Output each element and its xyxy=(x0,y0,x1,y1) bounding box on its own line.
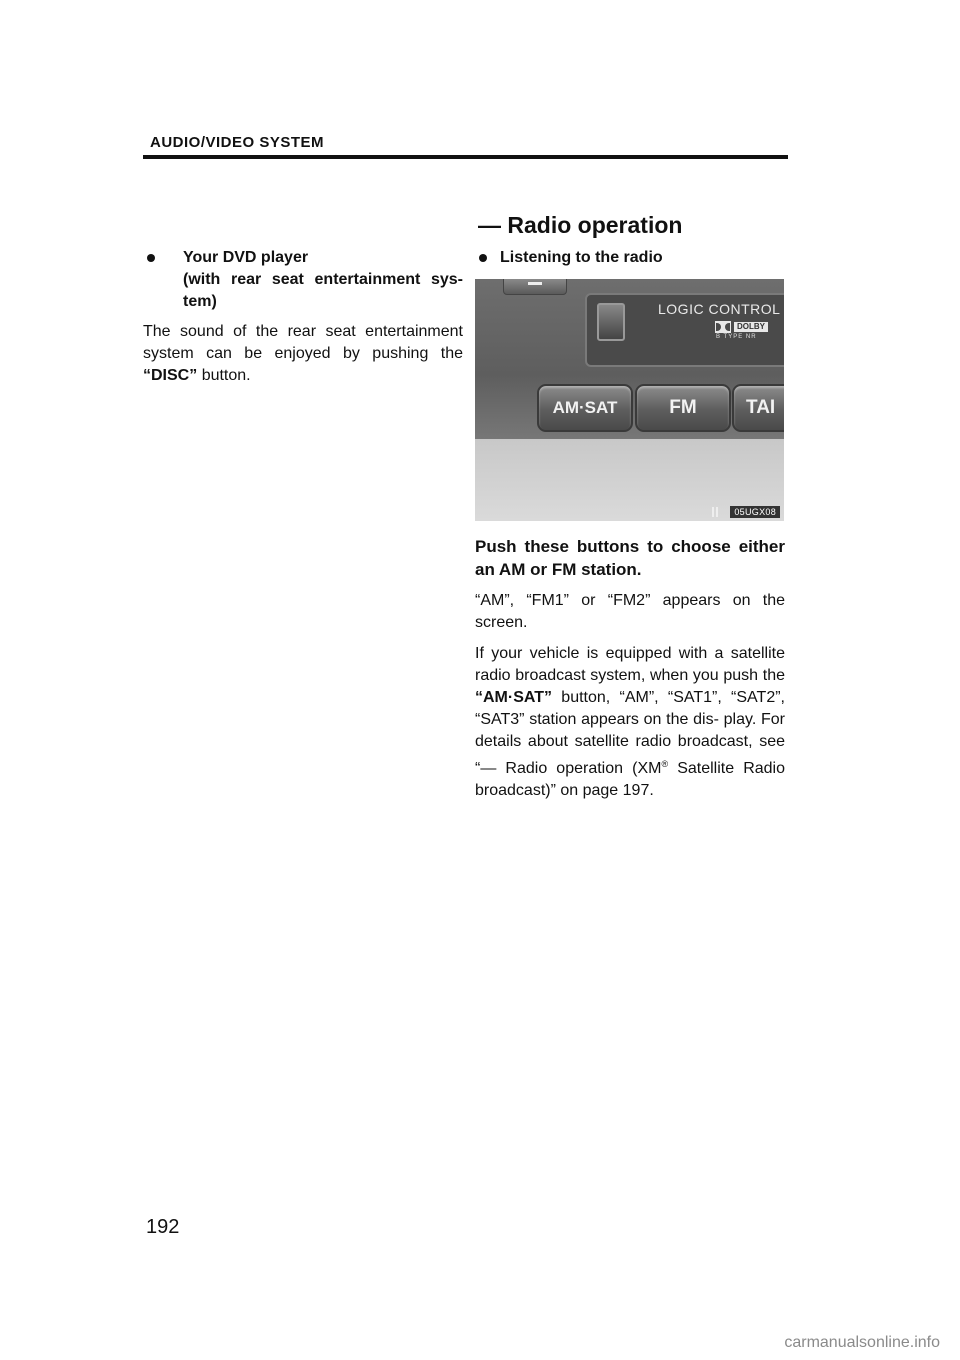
page-number: 192 xyxy=(146,1216,180,1238)
bullet-icon xyxy=(147,254,155,262)
panel-top-button xyxy=(503,279,567,295)
appears-text: “AM”, “FM1” or “FM2” appears on the screen. xyxy=(475,592,785,631)
sat-text-2: button, “AM”, “SAT1”, “SAT2”, “SAT3” station appears on the dis- play. For details about satellite radio broadcast, see “— Radio operation (XM xyxy=(475,689,785,777)
header-title: AUDIO/VIDEO SYSTEM xyxy=(150,134,325,151)
dvd-heading-line3: tem) xyxy=(183,293,217,310)
radio-heading-text: Listening to the radio xyxy=(500,249,663,266)
right-column-heading xyxy=(475,247,785,269)
disc-button-label: “DISC” xyxy=(143,367,198,384)
radio-bullet-heading xyxy=(475,247,785,269)
push-instruction: Push these buttons to choose either an AM or FM station. xyxy=(475,537,785,579)
dvd-paragraph xyxy=(143,321,463,387)
registered-mark: ® xyxy=(661,759,669,769)
am-sat-label: “AM·SAT” xyxy=(475,689,553,706)
radio-instructions xyxy=(475,535,785,802)
am-sat-button: AM·SAT xyxy=(537,384,633,432)
figure-code-tick xyxy=(712,507,724,517)
sat-text-1: If your vehicle is equipped with a satellite radio broadcast system, when you push the xyxy=(475,645,785,684)
section-title: — Radio operation xyxy=(478,212,683,238)
sat-text-3: Satellite Radio broadcast)” on page 197. xyxy=(475,760,786,799)
watermark: carmanualsonline.info xyxy=(784,1334,940,1351)
logic-control-label: LOGIC CONTROL xyxy=(658,301,781,317)
tape-button: TAI xyxy=(732,384,784,432)
eject-button xyxy=(597,303,625,341)
satellite-paragraph xyxy=(475,643,785,802)
type-nr-label: B TYPE NR xyxy=(716,334,757,340)
dolby-text: DOLBY xyxy=(734,322,768,332)
radio-panel-figure xyxy=(475,279,784,521)
dvd-heading-line1: Your DVD player xyxy=(183,249,309,266)
dolby-logo xyxy=(715,321,768,333)
dvd-bullet-heading xyxy=(143,247,463,313)
dvd-heading-line2: (with rear seat entertainment sys- xyxy=(183,271,463,288)
dolby-dd-icon xyxy=(715,321,731,333)
bullet-icon xyxy=(479,254,487,262)
fm-button: FM xyxy=(635,384,731,432)
header-rule xyxy=(143,155,788,159)
left-column xyxy=(143,247,463,387)
figure-code: 05UGX08 xyxy=(730,506,780,518)
dvd-para-end: button. xyxy=(201,367,251,384)
dvd-para-text: The sound of the rear seat entertainment system can be enjoyed by pushing the xyxy=(143,323,463,362)
